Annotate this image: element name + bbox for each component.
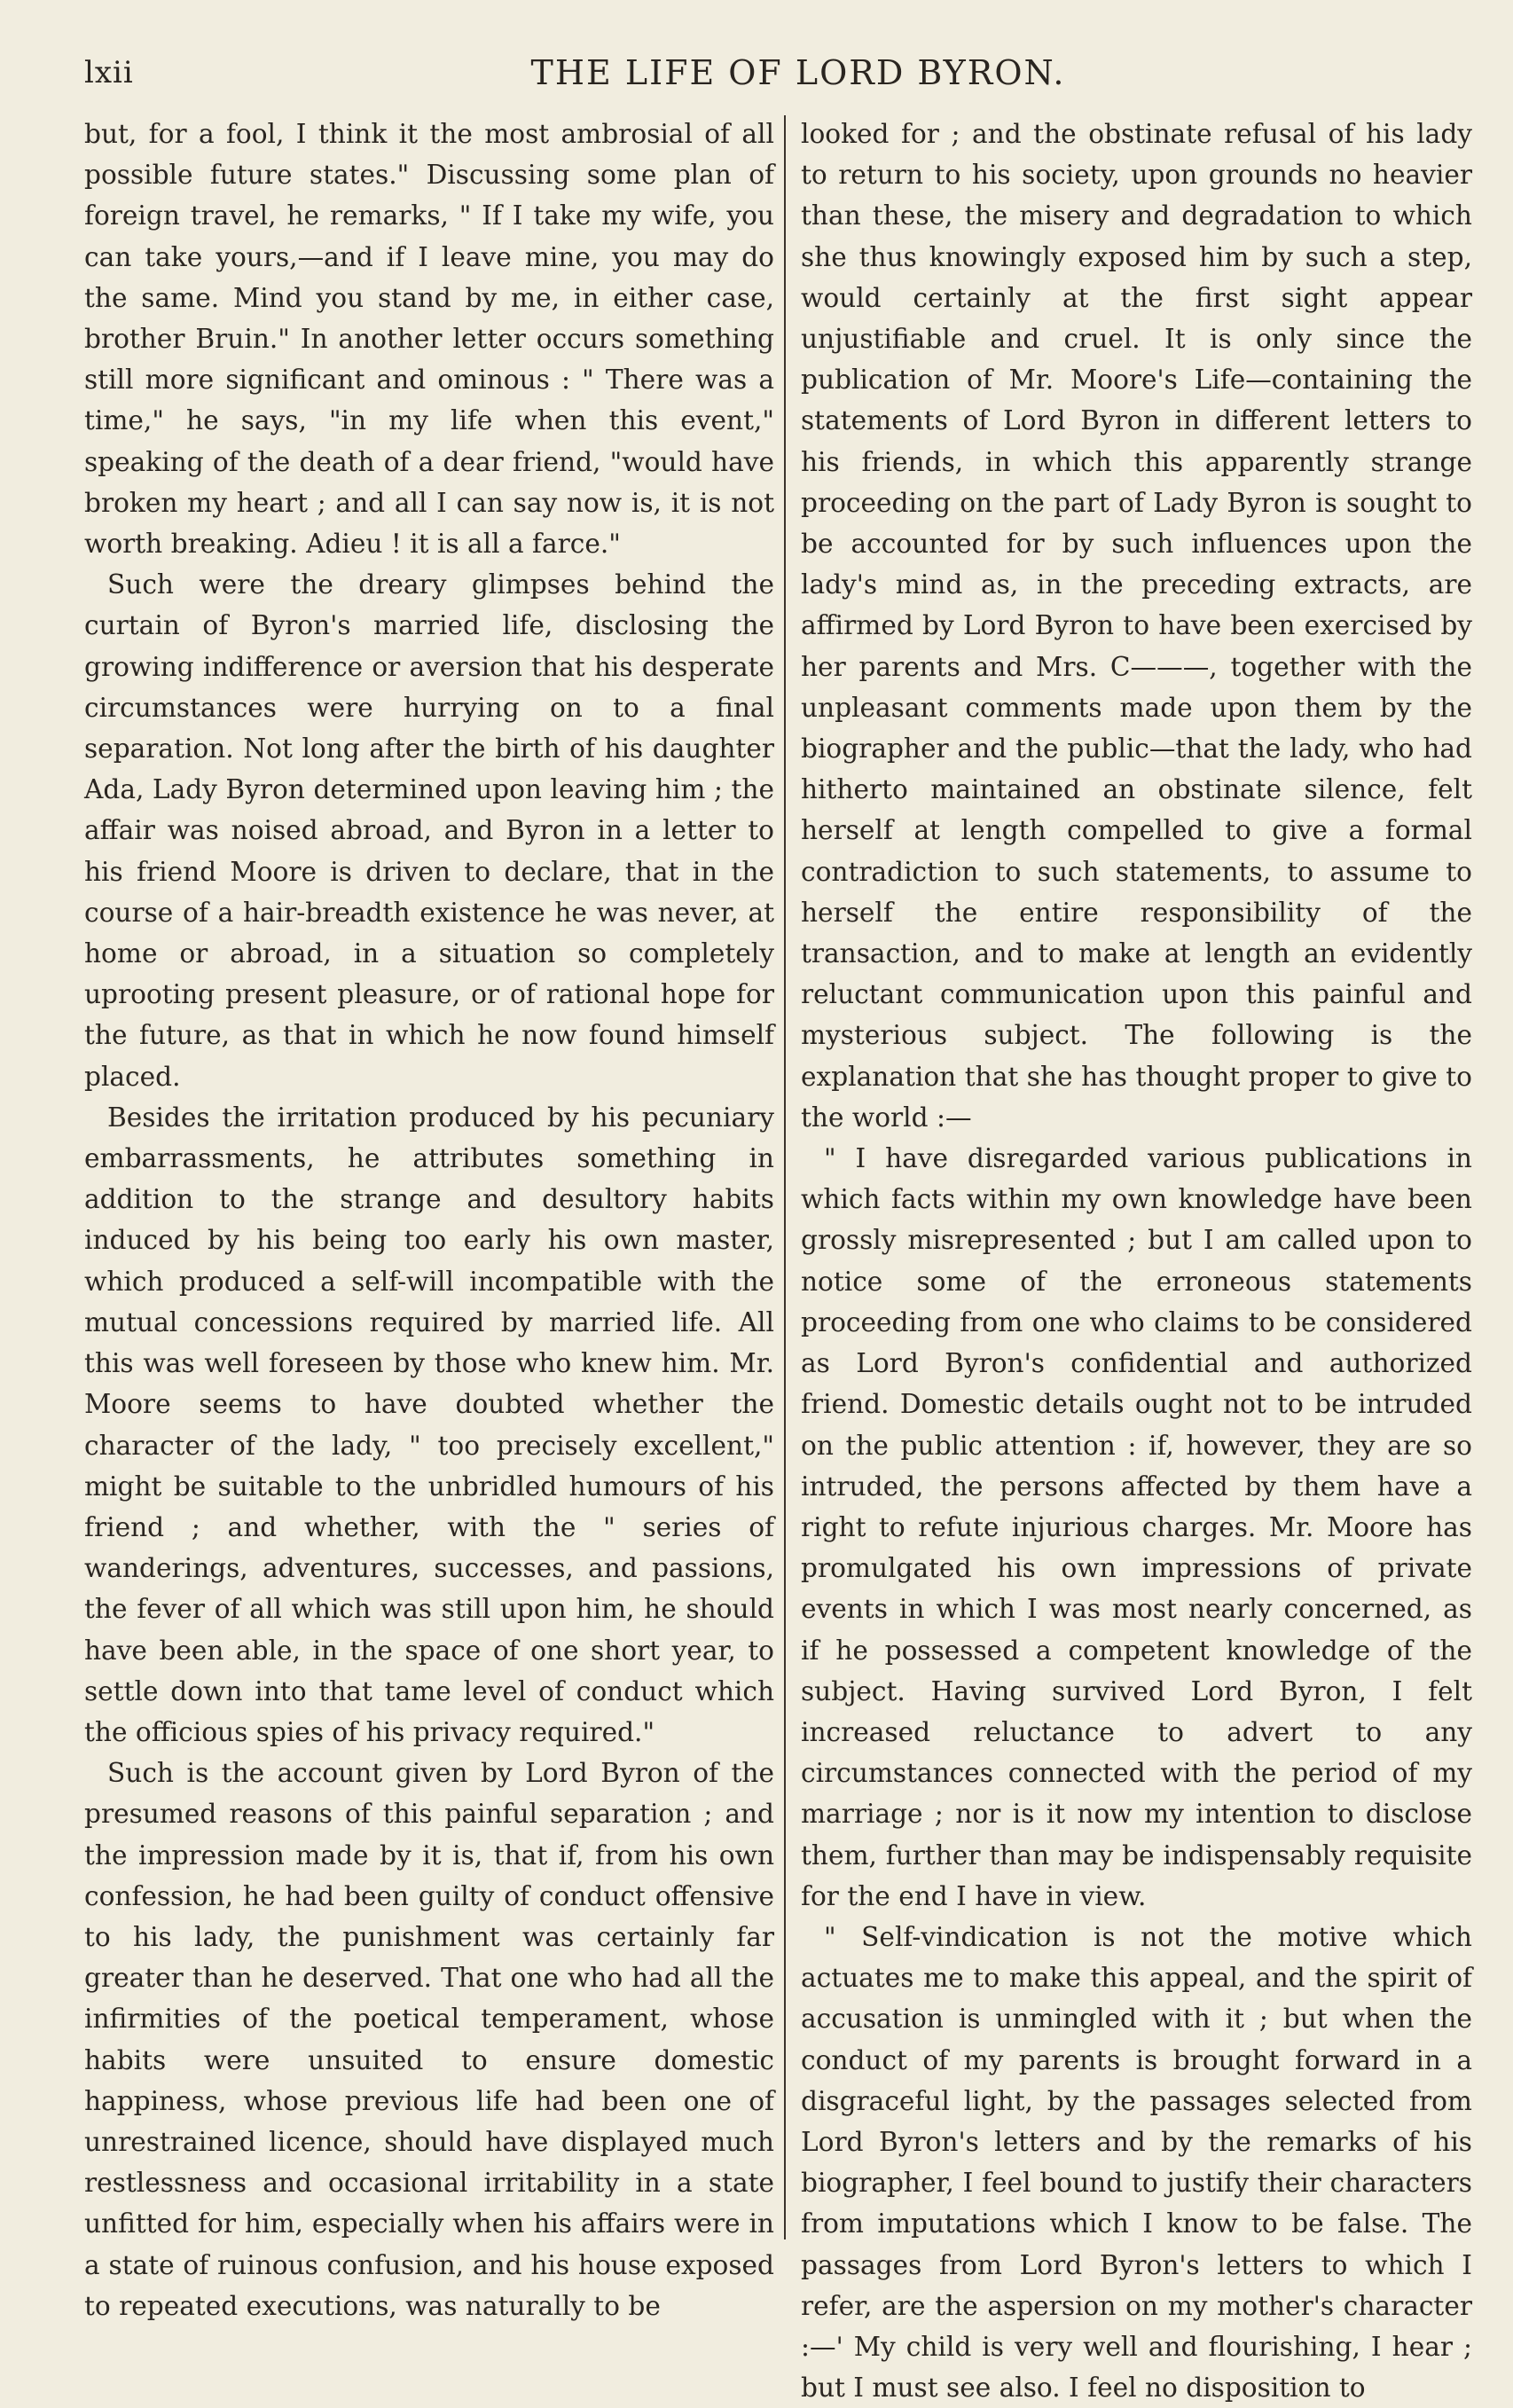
page-number: lxii [84,55,134,90]
paragraph: " Self-vindication is not the motive which actuates me to make this appeal, and the spirit of accusation is unmingled with it ; but when the conduct of my parents is brought forward in a disgraceful light, by the passages selected from Lord Byron's letters and by the remarks of his biographer, I feel bound to justify their characters from imputations which I know to be false. The passages from Lord Byron's letters to which I refer, are the aspersion on my mother's character :—' My child is very well and flourishing, I hear ; but I must see also. I feel no disposition to [801,1921,1472,2404]
paragraph: looked for ; and the obstinate refusal of his lady to return to his society, upon grounds no heavier than these, the misery and degradation to which she thus knowingly exposed him by such a step, would certainly at the first sight appear unjustifiable and cruel. It is only since the publication of Mr. Moore's Life—containing the statements of Lord Byron in different letters to his friends, in which this apparently strange proceeding on the part of Lady Byron is sought to be accounted for by such influences upon the lady's mind as, in the preceding extracts, are affirmed by Lord Byron to have been exercised by her parents and Mrs. C———, together with the unpleasant comments made upon them by the biographer and the public—that the lady, who had hitherto maintained an obstinate silence, felt herself at length compelled to give a formal contradiction to such statements, to assume to herself the entire responsibility of the transaction, and to make at length an evidently reluctant communication upon this painful and mysterious subject. The following is the explanation that she has thought proper to give to the world :— [801,119,1472,1133]
paragraph: Besides the irritation produced by his pecuniary embarrassments, he attributes something in addition to the strange and desultory habits induced by his being too early his own master, which produced a self-will incompatible with the mutual concessions required by married life. All this was well foreseen by those who knew him. Mr. Moore seems to have doubted whether the character of the lady, " too precisely excellent," might be suitable to the unbridled humours of his friend ; and whether, with the " series of wanderings, adventures, successes, and passions, the fever of all which was still upon him, he should have been able, in the space of one short year, to settle down into that tame level of conduct which the officious spies of his privacy required." [84,1102,774,1747]
paragraph: Such is the account given by Lord Byron of the presumed reasons of this painful separation ; and the impression made by it is, that if, from his own confession, he had been guilty of conduct offensive to his lady, the punishment was certainly far greater than he deserved. That one who had all the infirmities of the poetical temperament, whose habits were unsuited to ensure domestic happiness, whose previous life had been one of unrestrained licence, should have displayed much restlessness and occasional irritability in a state unfitted for him, especially when his affairs were in a state of ruinous confusion, and his house exposed to repeated executions, was naturally to be [84,1758,774,2321]
paragraph: but, for a fool, I think it the most ambrosial of all possible future states." Discussing some plan of foreign travel, he remarks, " If I take my wife, you can take yours,—and if I leave mine, you may do the same. Mind you stand by me, in either case, brother Bruin." In another letter occurs something still more significant and ominous : " There was a time," he says, "in my life when this event," speaking of the death of a dear friend, "would have broken my heart ; and all I can say now is, it is not worth breaking. Adieu ! it is all a farce." [84,119,774,560]
column-divider [784,115,786,2239]
running-title: THE LIFE OF LORD BYRON. [530,53,1066,92]
paragraph: " I have disregarded various publications in which facts within my own knowledge have been grossly misrepresented ; but I am called upon to notice some of the erroneous statements proceeding from one who claims to be considered as Lord Byron's confidential and authorized friend. Domestic details ought not to be intruded on the public attention : if, however, they are so intruded, the persons affected by them have a right to refute injurious charges. Mr. Moore has promulgated his own impressions of private events in which I was most nearly concerned, as if he possessed a competent knowledge of the subject. Having survived Lord Byron, I felt increased reluctance to advert to any circumstances connected with the period of my marriage ; nor is it now my intention to disclose them, further than may be indispensably requisite for the end I have in view. [801,1143,1472,1911]
paragraph: Such were the dreary glimpses behind the curtain of Byron's married life, disclosing the growing indifference or aversion that his desperate circumstances were hurrying on to a final separation. Not long after the birth of his daughter Ada, Lady Byron determined upon leaving him ; the affair was noised abroad, and Byron in a letter to his friend Moore is driven to declare, that in the course of a hair-breadth existence he was never, at home or abroad, in a situation so completely uprooting present pleasure, or of rational hope for the future, as that in which he now found himself placed. [84,569,774,1092]
right-column [801,114,1472,2408]
left-column [84,114,774,2326]
